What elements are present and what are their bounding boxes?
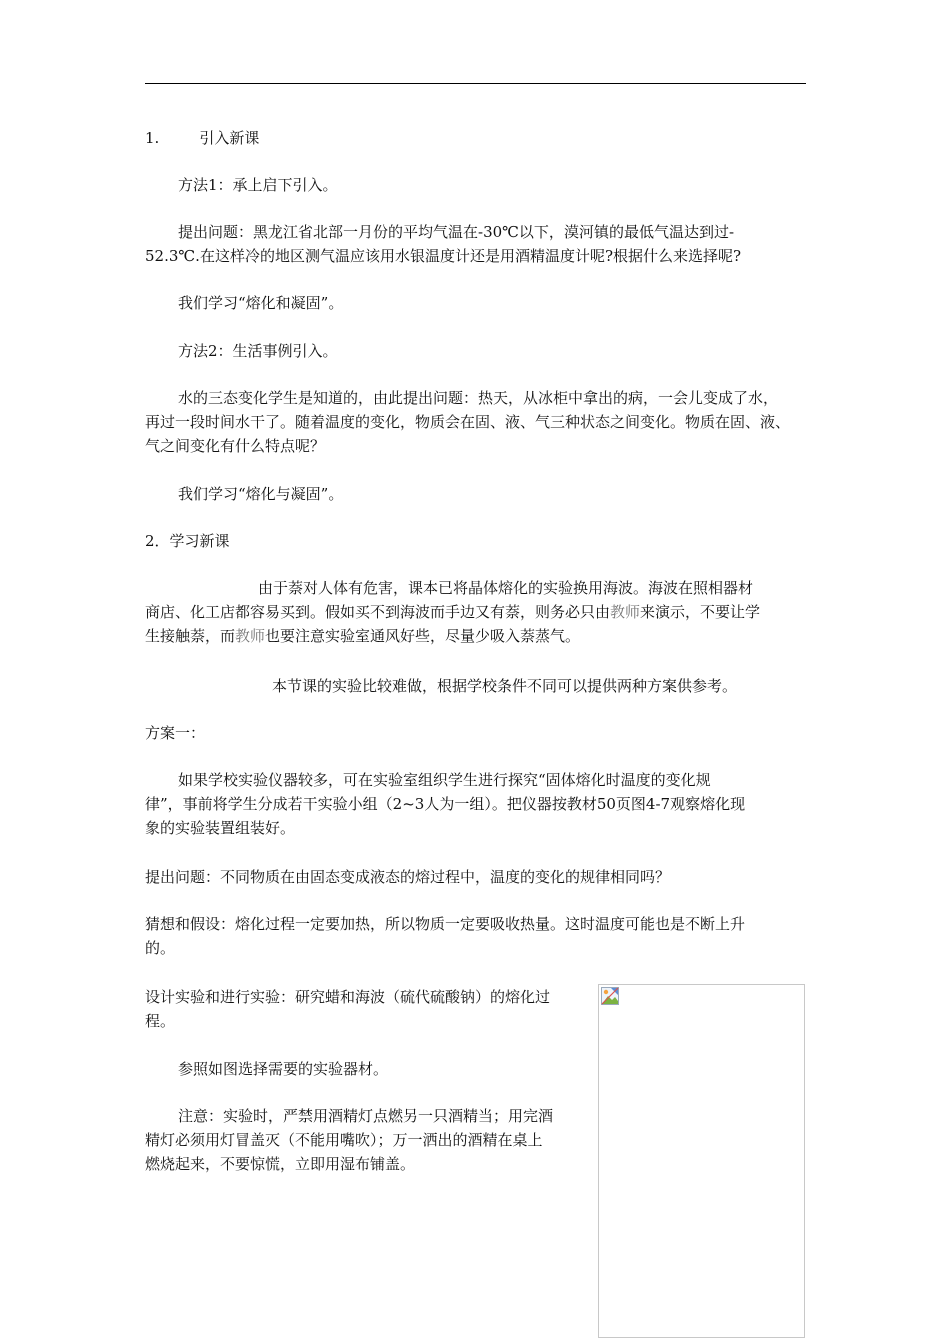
water-line-2: 再过一段时间水干了。随着温度的变化，物质会在固、液、气三种状态之间变化。物质在固、液、 xyxy=(145,413,791,431)
section1-title: 引入新课 xyxy=(199,129,260,147)
note-line-2 xyxy=(145,600,760,624)
plan1-line-1: 如果学校实验仪器较多，可在实验室组织学生进行探究“固体熔化时温度的变化规 xyxy=(178,771,711,789)
learn-line-1: 我们学习“熔化和凝固”。 xyxy=(178,294,344,312)
section2-heading: 2．学习新课 xyxy=(145,532,230,550)
plan1-line-3: 象的实验装置组装好。 xyxy=(145,819,296,837)
note-line-2-end: 来演示，不要让学 xyxy=(640,603,761,621)
caution-line-2: 精灯必须用灯冒盖灭（不能用嘴吹）；万一洒出的酒精在桌上 xyxy=(145,1131,543,1149)
note-line-3-end: 也要注意实验室通风好些，尽量少吸入萘蒸气。 xyxy=(265,627,581,645)
water-line-1: 水的三态变化学生是知道的，由此提出问题：热天，从冰柜中拿出的病，一会儿变成了水， xyxy=(178,389,779,407)
plans-intro: 本节课的实验比较难做，根据学校条件不同可以提供两种方案供参考。 xyxy=(272,677,738,695)
question-line-1: 提出问题：黑龙江省北部一月份的平均气温在-30℃以下，漠河镇的最低气温达到过- xyxy=(178,223,735,241)
guess-line-2: 的。 xyxy=(145,939,176,957)
design-line-1: 设计实验和进行实验：研究蜡和海波（硫代硫酸钠）的熔化过 xyxy=(145,988,551,1006)
header-rule xyxy=(145,83,806,84)
note-line-3-start: 生接触萘，而 xyxy=(145,627,236,645)
question-line-2: 52.3℃.在这样冷的地区测气温应该用水银温度计还是用酒精温度计呢?根据什么来选择呢? xyxy=(145,247,742,265)
guess-line-1: 猜想和假设：熔化过程一定要加热，所以物质一定要吸收热量。这时温度可能也是不断上升 xyxy=(145,915,746,933)
section1-number: 1. xyxy=(145,129,160,147)
ask-question: 提出问题：不同物质在由固态变成液态的熔过程中，温度的变化的规律相同吗？ xyxy=(145,868,671,886)
section1-heading xyxy=(145,126,259,150)
design-line-2: 程。 xyxy=(145,1012,176,1030)
teacher-term-2: 教师 xyxy=(235,627,266,645)
figure-placeholder xyxy=(598,984,805,1338)
note-line-1: 由于萘对人体有危害，课本已将晶体熔化的实验换用海波。海波在照相器材 xyxy=(258,579,754,597)
method1-title: 方法1：承上启下引入。 xyxy=(178,176,338,194)
broken-image-icon xyxy=(601,987,619,1005)
note-line-2-text: 商店、化工店都容易买到。假如买不到海波而手边又有萘，则务必只由 xyxy=(145,603,611,621)
caution-line-3: 燃烧起来，不要惊慌，立即用湿布铺盖。 xyxy=(145,1155,416,1173)
plan1-title: 方案一： xyxy=(145,724,206,742)
refer-line: 参照如图选择需要的实验器材。 xyxy=(178,1060,389,1078)
plan1-line-2: 律”，事前将学生分成若干实验小组（2~3人为一组）。把仪器按教材50页图4-7观察熔化现 xyxy=(145,795,746,813)
water-line-3: 气之间变化有什么特点呢？ xyxy=(145,437,326,455)
note-line-3 xyxy=(145,624,580,648)
learn-line-2: 我们学习“熔化与凝固”。 xyxy=(178,485,344,503)
caution-line-1: 注意：实验时，严禁用酒精灯点燃另一只酒精当；用完酒 xyxy=(178,1107,554,1125)
method2-title: 方法2：生活事例引入。 xyxy=(178,342,338,360)
teacher-term-1: 教师 xyxy=(610,603,641,621)
